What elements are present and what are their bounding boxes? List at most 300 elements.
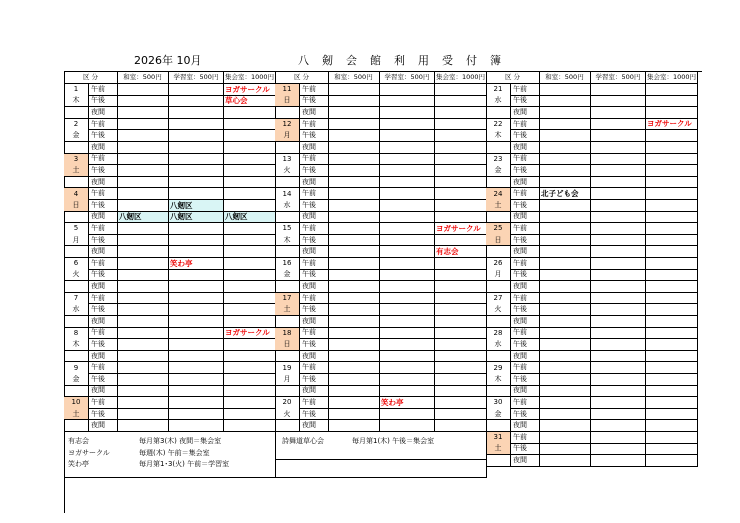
booking-cell — [540, 351, 591, 363]
day-spacer — [275, 177, 300, 189]
booking-cell — [435, 386, 487, 398]
booking-cell — [118, 374, 169, 386]
booking-cell — [591, 188, 646, 200]
booking-cell — [540, 130, 591, 142]
booking-cell — [540, 84, 591, 96]
period-label: 午前 — [89, 293, 118, 305]
booking-cell — [329, 270, 380, 282]
booking-cell — [591, 362, 646, 374]
period-label: 夜間 — [511, 316, 540, 328]
booking-cell — [224, 374, 276, 386]
booking-cell — [646, 397, 698, 409]
weekday: 火 — [486, 304, 511, 316]
day-spacer — [275, 107, 300, 119]
day-spacer — [64, 420, 89, 432]
period-label: 午前 — [300, 154, 329, 166]
period-label: 午後 — [89, 165, 118, 177]
booking-cell — [380, 212, 435, 224]
booking-cell — [224, 316, 276, 328]
weekday: 火 — [64, 270, 89, 282]
booking-cell — [118, 270, 169, 282]
period-label: 午前 — [89, 154, 118, 166]
day-number: 18 — [275, 328, 300, 340]
weekday: 金 — [64, 130, 89, 142]
booking-cell — [435, 409, 487, 421]
note-name: ヨガサークル — [68, 448, 110, 457]
booking-cell — [329, 409, 380, 421]
booking-cell — [435, 177, 487, 189]
booking-cell — [169, 339, 224, 351]
booking-entry: ヨガサークル — [646, 119, 698, 131]
booking-cell — [329, 119, 380, 131]
period-label: 午前 — [300, 119, 329, 131]
booking-cell — [646, 304, 698, 316]
booking-cell — [591, 223, 646, 235]
booking-cell — [591, 96, 646, 108]
booking-cell — [591, 316, 646, 328]
booking-cell — [329, 188, 380, 200]
booking-cell — [540, 293, 591, 305]
period-label: 夜間 — [511, 212, 540, 224]
booking-cell — [380, 258, 435, 270]
weekday: 木 — [64, 339, 89, 351]
booking-cell — [224, 246, 276, 258]
booking-cell — [435, 200, 487, 212]
weekday: 水 — [486, 339, 511, 351]
day-spacer — [275, 212, 300, 224]
period-label: 夜間 — [511, 177, 540, 189]
weekday: 金 — [64, 374, 89, 386]
booking-cell — [118, 235, 169, 247]
day-number: 25 — [486, 223, 511, 235]
period-label: 午後 — [89, 96, 118, 108]
weekday: 土 — [64, 409, 89, 421]
period-label: 午後 — [300, 165, 329, 177]
booking-cell — [540, 258, 591, 270]
booking-cell — [118, 328, 169, 340]
weekday: 月 — [64, 235, 89, 247]
period-label: 午後 — [511, 130, 540, 142]
header-shukai: 集会室：1000円 — [435, 71, 487, 84]
booking-cell — [329, 420, 380, 432]
booking-cell — [380, 107, 435, 119]
period-label: 夜間 — [300, 386, 329, 398]
booking-cell — [224, 339, 276, 351]
booking-cell — [646, 107, 698, 119]
period-label: 午前 — [89, 119, 118, 131]
period-label: 夜間 — [89, 212, 118, 224]
booking-cell — [540, 339, 591, 351]
booking-cell — [540, 142, 591, 154]
booking-table — [64, 71, 702, 513]
booking-cell — [329, 154, 380, 166]
period-label: 午前 — [89, 258, 118, 270]
booking-cell — [169, 246, 224, 258]
booking-cell — [435, 188, 487, 200]
booking-cell — [169, 119, 224, 131]
booking-cell — [380, 154, 435, 166]
day-number: 27 — [486, 293, 511, 305]
day-number: 11 — [275, 84, 300, 96]
note-detail: 毎週(木) 午前＝集会室 — [139, 448, 210, 457]
booking-cell — [169, 316, 224, 328]
booking-cell — [591, 455, 646, 467]
day-number: 20 — [275, 397, 300, 409]
period-label: 午前 — [511, 432, 540, 444]
booking-cell — [540, 223, 591, 235]
booking-cell — [540, 444, 591, 456]
booking-cell — [380, 362, 435, 374]
booking-cell — [540, 432, 591, 444]
booking-cell — [329, 107, 380, 119]
period-label: 夜間 — [300, 212, 329, 224]
day-spacer — [486, 212, 511, 224]
period-label: 夜間 — [300, 177, 329, 189]
weekday: 火 — [275, 165, 300, 177]
booking-cell — [380, 304, 435, 316]
period-label: 午前 — [300, 397, 329, 409]
period-label: 午前 — [511, 223, 540, 235]
booking-cell — [169, 84, 224, 96]
booking-entry: 有志会 — [435, 246, 487, 258]
booking-cell — [591, 165, 646, 177]
booking-cell — [380, 177, 435, 189]
day-spacer — [486, 455, 511, 467]
booking-cell — [380, 328, 435, 340]
header-washitsu: 和室：500円 — [117, 71, 169, 84]
day-spacer — [486, 177, 511, 189]
booking-cell — [435, 420, 487, 432]
booking-entry: 八剱区 — [169, 200, 224, 212]
booking-cell — [118, 281, 169, 293]
day-number: 9 — [64, 362, 89, 374]
period-label: 夜間 — [89, 246, 118, 258]
booking-cell — [435, 374, 487, 386]
day-number: 10 — [64, 397, 89, 409]
period-label: 午後 — [300, 200, 329, 212]
booking-cell — [591, 119, 646, 131]
booking-cell — [329, 316, 380, 328]
period-label: 夜間 — [300, 351, 329, 363]
period-label: 夜間 — [89, 420, 118, 432]
day-number: 26 — [486, 258, 511, 270]
period-label: 夜間 — [300, 281, 329, 293]
booking-cell — [329, 374, 380, 386]
booking-cell — [169, 374, 224, 386]
period-label: 午後 — [89, 339, 118, 351]
period-label: 午前 — [511, 119, 540, 131]
header-gakushu: 学習室：500円 — [380, 71, 435, 84]
day-spacer — [486, 281, 511, 293]
booking-cell — [169, 177, 224, 189]
booking-cell — [646, 362, 698, 374]
note-detail: 毎月第1･3(火) 午前＝学習室 — [139, 460, 230, 469]
period-label: 午後 — [89, 235, 118, 247]
day-number: 2 — [64, 119, 89, 131]
booking-cell — [224, 177, 276, 189]
day-number: 16 — [275, 258, 300, 270]
day-number: 7 — [64, 293, 89, 305]
header-kubun: 区 分 — [486, 71, 540, 84]
period-label: 午前 — [511, 84, 540, 96]
booking-cell — [224, 235, 276, 247]
booking-cell — [435, 130, 487, 142]
period-label: 午前 — [89, 223, 118, 235]
header-gakushu: 学習室：500円 — [591, 71, 646, 84]
weekday: 水 — [275, 200, 300, 212]
booking-cell — [380, 223, 435, 235]
period-label: 午後 — [511, 270, 540, 282]
booking-cell — [591, 420, 646, 432]
period-label: 夜間 — [511, 455, 540, 467]
day-number: 1 — [64, 84, 89, 96]
booking-cell — [540, 304, 591, 316]
booking-cell — [118, 258, 169, 270]
booking-cell — [329, 339, 380, 351]
period-label: 夜間 — [89, 281, 118, 293]
booking-cell — [224, 107, 276, 119]
booking-cell — [224, 223, 276, 235]
period-label: 午前 — [300, 328, 329, 340]
booking-cell — [646, 293, 698, 305]
day-spacer — [275, 386, 300, 398]
weekday: 月 — [275, 130, 300, 142]
period-label: 午後 — [89, 409, 118, 421]
booking-cell — [591, 397, 646, 409]
period-label: 夜間 — [300, 420, 329, 432]
booking-cell — [380, 386, 435, 398]
booking-cell — [169, 235, 224, 247]
note-detail: 毎月第3(木) 夜間＝集会室 — [139, 437, 222, 446]
booking-cell — [591, 258, 646, 270]
booking-cell — [380, 130, 435, 142]
day-spacer — [64, 212, 89, 224]
booking-cell — [435, 351, 487, 363]
booking-cell — [646, 235, 698, 247]
booking-cell — [118, 386, 169, 398]
period-label: 午前 — [89, 188, 118, 200]
period-label: 午後 — [511, 304, 540, 316]
day-spacer — [64, 246, 89, 258]
booking-cell — [329, 130, 380, 142]
period-label: 午後 — [89, 304, 118, 316]
booking-cell — [118, 200, 169, 212]
period-label: 夜間 — [89, 316, 118, 328]
period-label: 夜間 — [89, 386, 118, 398]
day-spacer — [64, 107, 89, 119]
booking-cell — [591, 374, 646, 386]
booking-cell — [646, 200, 698, 212]
booking-cell — [435, 154, 487, 166]
booking-cell — [169, 304, 224, 316]
weekday: 木 — [275, 235, 300, 247]
booking-cell — [435, 304, 487, 316]
weekday: 月 — [275, 374, 300, 386]
booking-cell — [540, 316, 591, 328]
booking-cell — [169, 96, 224, 108]
booking-entry: 北子ども会 — [540, 188, 591, 200]
booking-cell — [646, 258, 698, 270]
notes-mid-line — [276, 459, 487, 478]
period-label: 午前 — [89, 362, 118, 374]
booking-cell — [169, 188, 224, 200]
period-label: 午後 — [511, 165, 540, 177]
booking-cell — [435, 96, 487, 108]
period-label: 午後 — [300, 270, 329, 282]
booking-cell — [118, 177, 169, 189]
weekday: 水 — [64, 304, 89, 316]
booking-cell — [169, 328, 224, 340]
weekday: 日 — [64, 200, 89, 212]
day-number: 29 — [486, 362, 511, 374]
period-label: 夜間 — [300, 142, 329, 154]
period-label: 午前 — [89, 397, 118, 409]
day-spacer — [275, 316, 300, 328]
booking-cell — [329, 142, 380, 154]
day-spacer — [64, 142, 89, 154]
booking-cell — [540, 96, 591, 108]
booking-cell — [540, 154, 591, 166]
booking-cell — [380, 165, 435, 177]
header-shukai: 集会室：1000円 — [224, 71, 276, 84]
booking-cell — [329, 212, 380, 224]
booking-cell — [591, 154, 646, 166]
booking-cell — [380, 142, 435, 154]
period-label: 午後 — [300, 96, 329, 108]
weekday: 日 — [486, 235, 511, 247]
period-label: 午後 — [89, 200, 118, 212]
booking-cell — [646, 420, 698, 432]
booking-cell — [435, 235, 487, 247]
period-label: 午後 — [300, 374, 329, 386]
booking-cell — [118, 246, 169, 258]
booking-cell — [591, 107, 646, 119]
period-label: 夜間 — [300, 246, 329, 258]
booking-cell — [329, 84, 380, 96]
day-spacer — [275, 142, 300, 154]
booking-cell — [224, 362, 276, 374]
day-number: 6 — [64, 258, 89, 270]
period-label: 午後 — [300, 409, 329, 421]
day-spacer — [486, 107, 511, 119]
booking-cell — [435, 316, 487, 328]
day-spacer — [486, 386, 511, 398]
booking-entry: 草心会 — [224, 96, 276, 108]
period-label: 午後 — [89, 270, 118, 282]
booking-cell — [646, 339, 698, 351]
day-number: 28 — [486, 328, 511, 340]
period-label: 午後 — [300, 339, 329, 351]
booking-cell — [169, 420, 224, 432]
booking-cell — [380, 200, 435, 212]
booking-entry: ヨガサークル — [224, 84, 276, 96]
page-title: 八剱会館利用受付簿 — [298, 54, 514, 67]
booking-cell — [591, 339, 646, 351]
day-number: 15 — [275, 223, 300, 235]
period-label: 夜間 — [511, 351, 540, 363]
booking-cell — [591, 293, 646, 305]
weekday: 土 — [486, 200, 511, 212]
booking-cell — [380, 351, 435, 363]
booking-cell — [646, 212, 698, 224]
booking-cell — [118, 165, 169, 177]
weekday: 木 — [64, 96, 89, 108]
booking-cell — [646, 96, 698, 108]
booking-cell — [646, 386, 698, 398]
booking-entry: 八剱区 — [224, 212, 276, 224]
booking-cell — [169, 362, 224, 374]
booking-cell — [118, 304, 169, 316]
booking-cell — [646, 154, 698, 166]
day-spacer — [64, 351, 89, 363]
period-label: 午後 — [300, 130, 329, 142]
booking-cell — [329, 397, 380, 409]
booking-cell — [329, 362, 380, 374]
booking-entry: 八剱区 — [169, 212, 224, 224]
booking-cell — [540, 177, 591, 189]
booking-cell — [380, 293, 435, 305]
period-label: 午後 — [511, 235, 540, 247]
booking-cell — [591, 386, 646, 398]
booking-cell — [435, 84, 487, 96]
booking-cell — [591, 212, 646, 224]
booking-cell — [118, 397, 169, 409]
header-kubun: 区 分 — [64, 71, 118, 84]
booking-cell — [540, 455, 591, 467]
booking-cell — [646, 130, 698, 142]
period-label: 午後 — [300, 235, 329, 247]
booking-cell — [329, 235, 380, 247]
booking-cell — [380, 246, 435, 258]
booking-cell — [591, 304, 646, 316]
booking-cell — [646, 270, 698, 282]
day-number: 23 — [486, 154, 511, 166]
booking-cell — [435, 339, 487, 351]
period-label: 夜間 — [511, 386, 540, 398]
booking-cell — [224, 386, 276, 398]
booking-cell — [224, 142, 276, 154]
booking-cell — [169, 351, 224, 363]
booking-cell — [646, 177, 698, 189]
booking-cell — [435, 212, 487, 224]
booking-cell — [329, 165, 380, 177]
booking-cell — [169, 107, 224, 119]
booking-cell — [540, 246, 591, 258]
period-label: 午前 — [511, 258, 540, 270]
period-label: 午前 — [89, 84, 118, 96]
booking-cell — [169, 154, 224, 166]
booking-cell — [646, 246, 698, 258]
booking-cell — [540, 420, 591, 432]
booking-cell — [435, 258, 487, 270]
booking-cell — [224, 130, 276, 142]
booking-entry: 笑わ亭 — [169, 258, 224, 270]
booking-entry: ヨガサークル — [224, 328, 276, 340]
note-name: 有志会 — [68, 437, 89, 446]
period-label: 夜間 — [511, 246, 540, 258]
day-number: 17 — [275, 293, 300, 305]
booking-cell — [329, 223, 380, 235]
booking-cell — [646, 444, 698, 456]
booking-cell — [591, 142, 646, 154]
booking-cell — [169, 130, 224, 142]
booking-cell — [329, 177, 380, 189]
period-label: 午前 — [300, 223, 329, 235]
period-label: 午後 — [511, 444, 540, 456]
booking-cell — [118, 316, 169, 328]
booking-cell — [591, 246, 646, 258]
period-label: 午前 — [300, 293, 329, 305]
